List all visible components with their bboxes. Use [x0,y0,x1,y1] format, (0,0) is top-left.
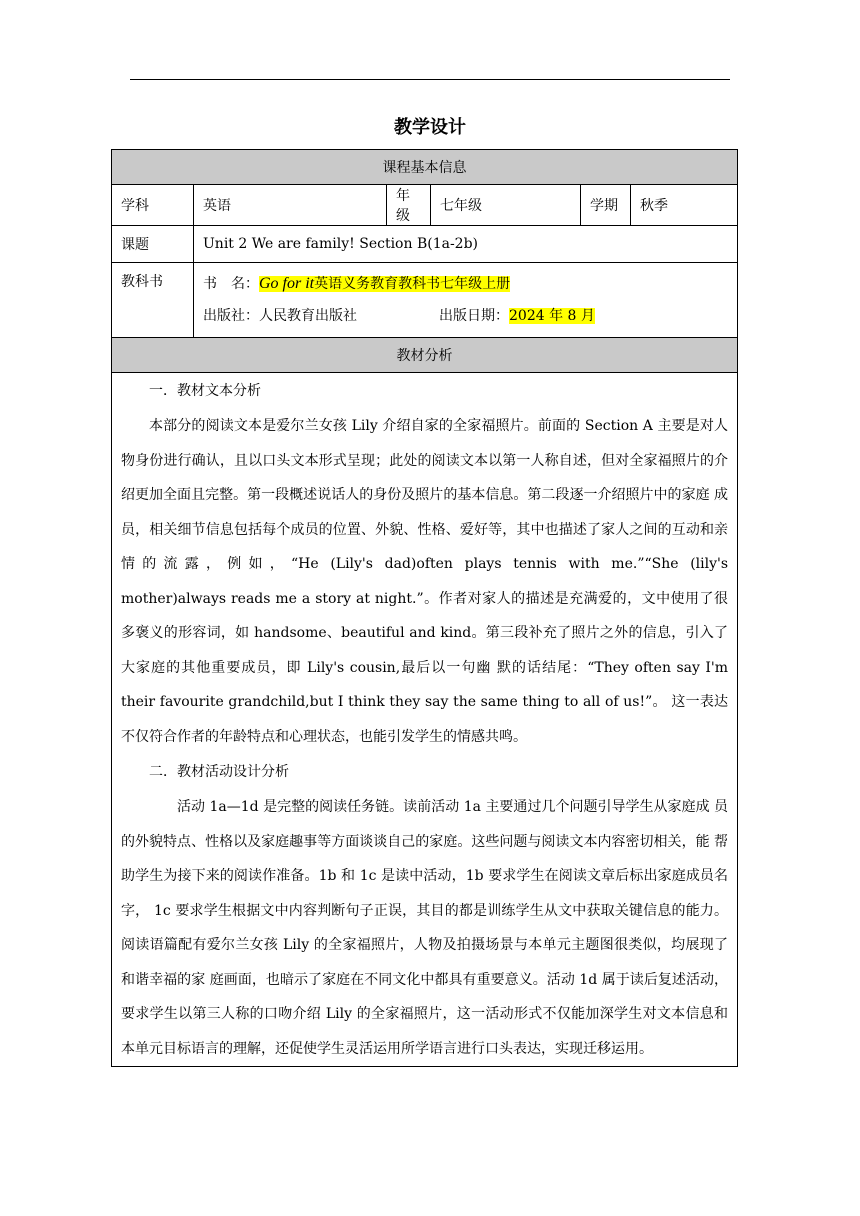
publisher-value: 人民教育出版社 [259,308,357,324]
analysis-heading-2: 二．教材活动设计分析 [149,764,289,780]
analysis-heading-1: 一．教材文本分析 [149,383,261,399]
publisher-label: 出版社： [203,308,259,324]
header-rule [130,79,730,80]
analysis-content [112,373,738,1067]
term-value: 秋季 [631,185,738,226]
grade-value: 七年级 [431,185,581,226]
analysis-paragraph-2: 活动 1a—1d 是完整的阅读任务链。读前活动 1a 主要通过几个问题引导学生从家庭成 员的外貌特点、性格以及家庭趣事等方面谈谈自己的家庭。这些问题与阅读文本内容密切相关，能 帮助学生为接下来的阅读作准备。1b 和 1c 是读中活动，1b 要求学生在阅读文章后标出家庭成员名字， 1c 要求学生根据文中内容判断句子正误，其目的都是训练学生从文中获取关键信息的能力。阅读语篇配有爱尔兰女孩 Lily 的全家福照片，人物及拍摄场景与本单元主题图很类似，均展现了和谐幸福的家 庭画面，也暗示了家庭在不同文化中都具有重要意义。活动 1d 属于读后复述活动，要求学生以第三人称的口吻介绍 Lily 的全家福照片，这一活动形式不仅能加深学生对文本信息和本单元目标语言的理解，还促使学生灵活运用所学语言进行口头表达，实现迁移运用。 [121,799,729,1057]
book-name-highlight [259,276,510,292]
basic-info-header: 课程基本信息 [112,150,738,185]
publisher-line [203,302,728,330]
book-name-label: 书 名： [203,276,259,292]
book-name-line [203,270,728,298]
analysis-header: 教材分析 [112,338,738,373]
textbook-info [194,263,738,338]
topic-value: Unit 2 We are family! Section B(1a-2b) [194,226,738,263]
book-name-rest: 英语义务教育教科书七年级上册 [314,276,511,292]
subject-value: 英语 [194,185,387,226]
document-title: 教学设计 [394,117,466,138]
topic-label: 课题 [112,226,194,263]
grade-label: 年级 [387,185,431,226]
pub-date-label: 出版日期： [439,308,509,324]
book-name-italic: Go for it [259,275,315,292]
analysis-paragraph-1: 本部分的阅读文本是爱尔兰女孩 Lily 介绍自家的全家福照片。前面的 Section A 主要是对人物身份进行确认，且以口头文本形式呈现；此处的阅读文本以第一人称自述，但对全家福照片的介绍更加全面且完整。第一段概述说话人的身份及照片的基本信息。第二段逐一介绍照片中的家庭 成员，相关细节信息包括每个成员的位置、外貌、性格、爱好等，其中也描述了家人之间的互动和亲情的流露，例如，“He (Lily's dad)often plays tennis with me.”“She (lily's mother)always reads me a story at night.”。作者对家人的描述是充满爱的，文中使用了很多褒义的形容词，如 handsome、beautiful and kind。第三段补充了照片之外的信息，引入了大家庭的其他重要成员，即 Lily's cousin,最后以一句幽 默的话结尾：“They often say I'm their favourite grandchild,but I think they say the same thing to all of us!”。 这一表达不仅符合作者的年龄特点和心理状态，也能引发学生的情感共鸣。 [121,418,729,745]
lesson-plan-table [111,149,738,1067]
pub-date-value: 2024 年 8 月 [509,308,595,324]
term-label: 学期 [581,185,631,226]
subject-label: 学科 [112,185,194,226]
textbook-label: 教科书 [112,263,194,338]
